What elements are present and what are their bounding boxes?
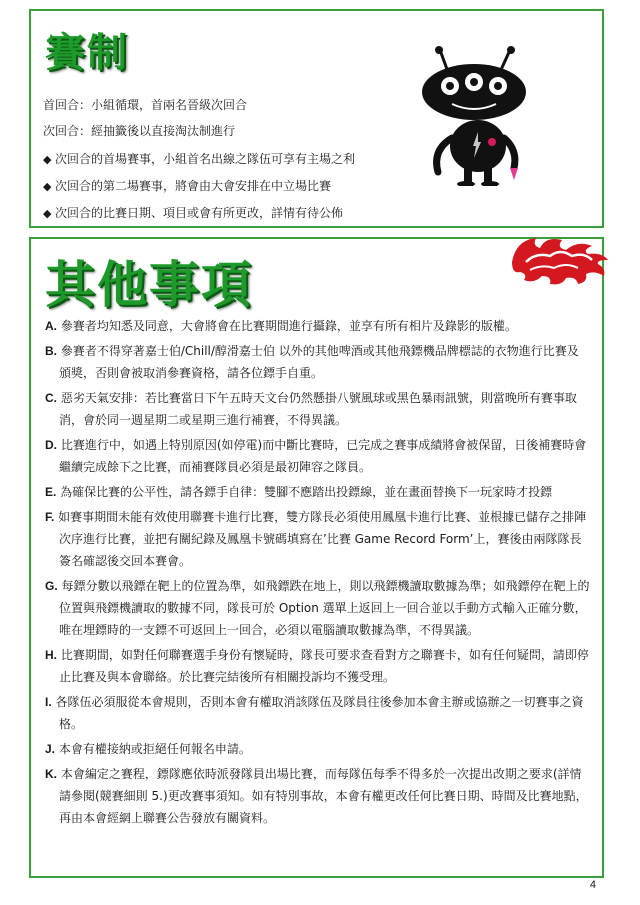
list-item: K. 本會編定之賽程，鏢隊應依時派發隊員出場比賽，而每隊伍每季不得多於一次提出改期之要求(詳情請參閱(競賽細則 5.)更改賽事須知。如有特別事故，本會有權更改任何比賽日期、時間及比賽地點，再由本會經網上聯賽公告發放有關資料。 [45,767,588,825]
diamond-bullet-icon: ◆ [43,180,52,193]
format-title: 賽制 [45,30,129,76]
diamond-bullet-icon: ◆ [43,207,52,220]
format-line: 首回合：小組循環，首兩名晉級次回合 [43,98,248,112]
format-line: 次回合：經抽籤後以直接淘汰制進行 [43,124,236,138]
page-number: 4 [589,879,596,891]
other-matters-section [29,237,604,878]
list-item: B. 參賽者不得穿著嘉士伯/Chill/醇滑嘉士伯 以外的其他啤酒或其他飛鏢機品牌標誌的衣物進行比賽及頒獎，否則會被取消參賽資格，請各位鏢手自重。 [45,344,579,380]
robot-mascot-icon [418,46,530,186]
rules-list [45,315,590,832]
list-item: F. 如賽事期間未能有效使用聯賽卡進行比賽，雙方隊長必須使用鳳凰卡進行比賽、並根據已儲存之排陣次序進行比賽，並把有關紀錄及鳳凰卡號碼填寫在’比賽 Game Record Form’上，賽後由兩隊隊長簽名確認後交回本賽會。 [45,510,587,568]
list-item: E. 為確保比賽的公平性，請各鏢手自律：雙腳不應踏出投鏢線，並在畫面替換下一玩家時才投鏢 [45,485,553,499]
list-item: J. 本會有權接納或拒絕任何報名申請。 [45,742,251,756]
list-item: A. 參賽者均知悉及同意，大會將會在比賽期間進行攝錄，並享有所有相片及錄影的版權。 [45,319,517,333]
list-item: D. 比賽進行中，如遇上特別原因(如停電)而中斷比賽時，已完成之賽事成績將會被保留，日後補賽時會繼續完成餘下之比賽，而補賽隊員必須是最初陣容之隊員。 [45,438,587,474]
list-item: H. 比賽期間，如對任何聯賽選手身份有懷疑時，隊長可要求查看對方之聯賽卡，如有任何疑問，請即停止比賽及與本會聯絡。於比賽完結後所有相關投訴均不獲受理。 [45,648,589,684]
flame-icon [506,232,610,288]
other-matters-title: 其他事項 [45,256,253,314]
diamond-bullet-icon: ◆ [43,153,52,166]
list-item: I. 各隊伍必須服從本會規則，否則本會有權取消該隊伍及隊員往後參加本會主辦或協辦之一切賽事之資格。 [45,695,584,731]
format-line: ◆ 次回合的比賽日期、項目或會有所更改，詳情有待公佈 [43,206,344,220]
format-line: ◆ 次回合的首場賽事，小組首名出線之隊伍可享有主場之利 [43,152,356,166]
list-item: G. 每鏢分數以飛鏢在靶上的位置為準，如飛鏢跌在地上，則以飛鏢機讀取數據為準；如飛鏢停在靶上的位置與飛鏢機讀取的數據不同，隊長可於 Option 選單上返回上一回合並以手動方式輸入正確分數，唯在埋鏢時的一支鏢不可返回上一回合，必須以電腦讀取數據為準，不得異議。 [45,579,590,637]
format-line: ◆ 次回合的第二場賽事，將會由大會安排在中立場比賽 [43,179,332,193]
list-item: C. 惡劣天氣安排：若比賽當日下午五時天文台仍然懸掛八號風球或黑色暴雨訊號，則當晚所有賽事取消，會於同一週星期二或星期三進行補賽，不得異議。 [45,391,577,427]
